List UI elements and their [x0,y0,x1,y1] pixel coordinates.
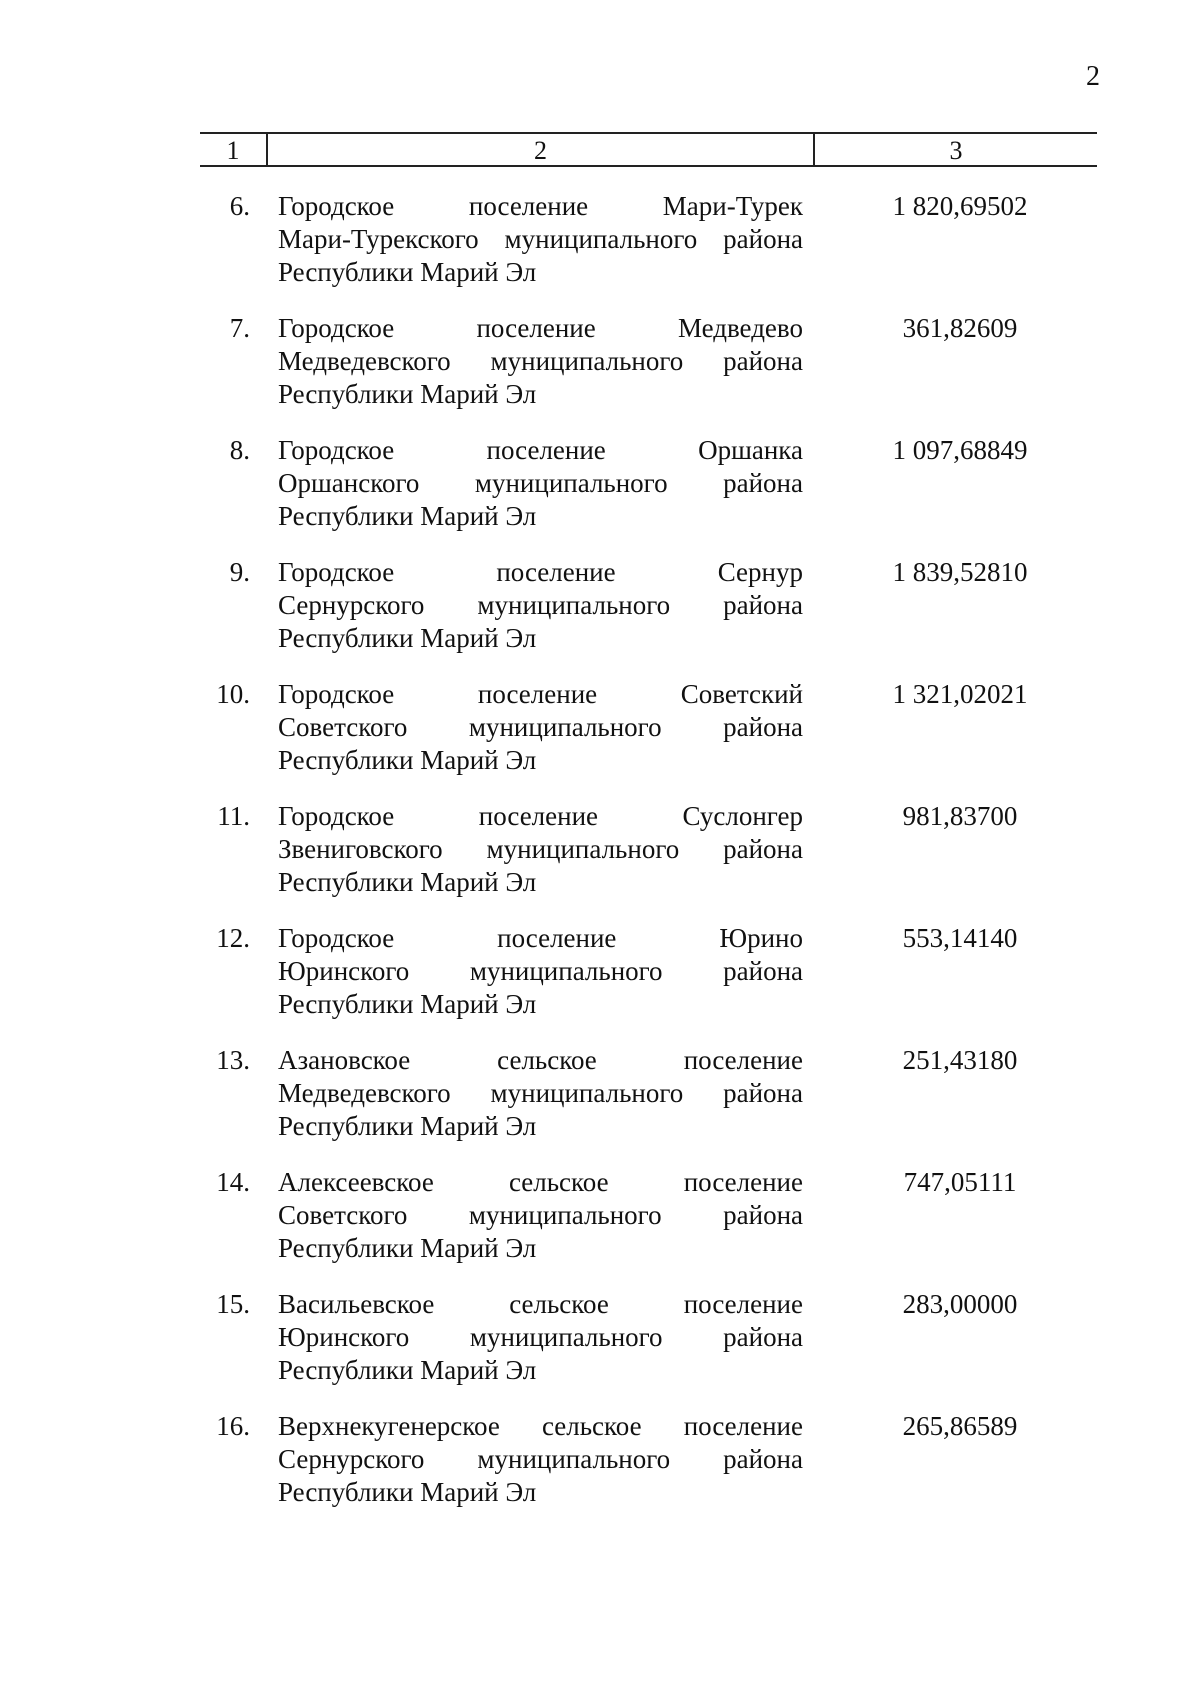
settlement-name-line-1 [278,190,803,223]
settlement-name-word: Васильевское [278,1289,435,1319]
settlement-name-line-3: Республики Марий Эл [278,1477,537,1507]
settlement-name [278,312,803,411]
settlement-name-line-2: Оршанского муниципального района [278,468,803,498]
amount-value: 361,82609 [902,313,1018,343]
settlement-name-line-3: Республики Марий Эл [278,379,537,409]
row-number: 14. [216,1167,250,1197]
amount-value: 283,00000 [902,1289,1018,1319]
settlement-name [278,1410,803,1509]
settlement-name-line-2: Юринского муниципального района [278,1322,803,1352]
table-row [200,1288,1097,1410]
settlement-name-line-1 [278,800,803,833]
settlement-name-word: Городское [278,191,395,221]
table-row [200,312,1097,434]
settlement-name-word: сельское [541,1411,642,1441]
settlement-name-line-2: Медведевского муниципального района [278,346,803,376]
settlement-name-word: Верхнекугенерское [278,1411,500,1441]
settlement-name [278,922,803,1021]
table-row [200,1410,1097,1532]
amount-value: 1 820,69502 [892,191,1028,221]
header-col-3: 3 [949,136,963,165]
settlement-name-word: Городское [278,313,395,343]
page-number: 2 [1086,61,1100,92]
settlement-name-word: поселение [486,435,606,465]
settlement-name-line-1 [278,556,803,589]
row-number: 12. [216,923,250,953]
settlement-name-line-1 [278,678,803,711]
settlement-name [278,1288,803,1387]
row-number: 16. [216,1411,250,1441]
amount-value: 553,14140 [902,923,1018,953]
settlement-name-word: Городское [278,923,395,953]
settlement-name-word: сельское [509,1289,609,1319]
settlement-name-line-2: Юринского муниципального района [278,956,803,986]
settlement-name-word: Городское [278,435,395,465]
settlement-name-line-3: Республики Марий Эл [278,745,537,775]
table-header [200,132,1097,167]
settlement-name-line-1 [278,434,803,467]
row-number: 9. [229,557,250,587]
table-row [200,922,1097,1044]
settlement-name-line-3: Республики Марий Эл [278,501,537,531]
settlement-name-line-3: Республики Марий Эл [278,867,537,897]
amount-value: 1 321,02021 [892,679,1028,709]
settlement-name-word: поселение [476,313,596,343]
settlement-name [278,556,803,655]
table-row [200,678,1097,800]
row-number: 11. [217,801,250,831]
header-col-2: 2 [268,134,815,165]
header-col-1: 1 [200,134,268,165]
settlement-name-line-3: Республики Марий Эл [278,1233,537,1263]
settlement-name-word: Сернур [717,557,803,587]
table-row [200,434,1097,556]
settlement-name-line-2: Медведевского муниципального района [278,1078,803,1108]
settlement-name-line-1 [278,1044,803,1077]
settlement-name [278,434,803,533]
row-number: 6. [229,191,250,221]
settlement-name-word: Городское [278,679,395,709]
amount-value: 747,05111 [903,1167,1017,1197]
amount-value: 265,86589 [902,1411,1018,1441]
settlement-name-line-1 [278,1410,803,1443]
settlement-name-word: Городское [278,801,395,831]
settlement-name-line-2: Мари-Турекского муниципального района [278,224,803,254]
settlement-name-word: сельское [508,1167,609,1197]
settlement-name-line-3: Республики Марий Эл [278,1111,537,1141]
table-body [200,190,1097,1532]
table-row [200,800,1097,922]
settlement-name-line-3: Республики Марий Эл [278,257,537,287]
settlement-name-line-2: Сернурского муниципального района [278,1444,803,1474]
settlement-name-line-3: Республики Марий Эл [278,1355,537,1385]
settlement-name-word: поселение [683,1289,803,1319]
row-number: 8. [229,435,250,465]
settlement-name-line-2: Советского муниципального района [278,712,803,742]
table-row [200,1166,1097,1288]
settlement-name [278,190,803,289]
settlement-name-line-2: Советского муниципального района [278,1200,803,1230]
amount-value: 1 097,68849 [892,435,1028,465]
settlement-name [278,678,803,777]
settlement-name-word: Азановское [278,1045,411,1075]
settlement-name-line-3: Республики Марий Эл [278,989,537,1019]
amount-value: 981,83700 [902,801,1018,831]
settlement-name-word: Суслонгер [682,801,803,831]
settlement-name-line-1 [278,1166,803,1199]
settlement-name [278,800,803,899]
settlement-name [278,1044,803,1143]
settlement-name-word: сельское [497,1045,597,1075]
row-number: 10. [216,679,250,709]
settlement-name-word: Мари-Турек [662,191,803,221]
settlement-name-word: Оршанка [698,435,803,465]
row-number: 13. [216,1045,250,1075]
amount-value: 1 839,52810 [892,557,1028,587]
amount-value: 251,43180 [902,1045,1018,1075]
settlement-name-word: поселение [496,557,616,587]
settlement-name [278,1166,803,1265]
settlement-name-line-3: Республики Марий Эл [278,623,537,653]
row-number: 7. [229,313,250,343]
settlement-name-word: поселение [468,191,589,221]
row-number: 15. [216,1289,250,1319]
settlement-name-line-2: Сернурского муниципального района [278,590,803,620]
table-row [200,190,1097,312]
settlement-name-word: Алексеевское [278,1167,434,1197]
table-row [200,556,1097,678]
settlement-name-line-1 [278,922,803,955]
settlement-name-word: поселение [497,923,617,953]
table-row [200,1044,1097,1166]
settlement-name-line-2: Звениговского муниципального района [278,834,803,864]
settlement-name-word: поселение [477,679,598,709]
settlement-name-word: поселение [683,1411,803,1441]
settlement-name-word: поселение [683,1167,803,1197]
settlement-name-line-1 [278,312,803,345]
settlement-name-word: Юрино [719,923,803,953]
settlement-name-word: Медведево [677,313,803,343]
settlement-name-word: Городское [278,557,395,587]
settlement-name-word: Советский [680,679,803,709]
settlement-name-word: поселение [683,1045,803,1075]
settlement-name-line-1 [278,1288,803,1321]
settlement-name-word: поселение [478,801,599,831]
